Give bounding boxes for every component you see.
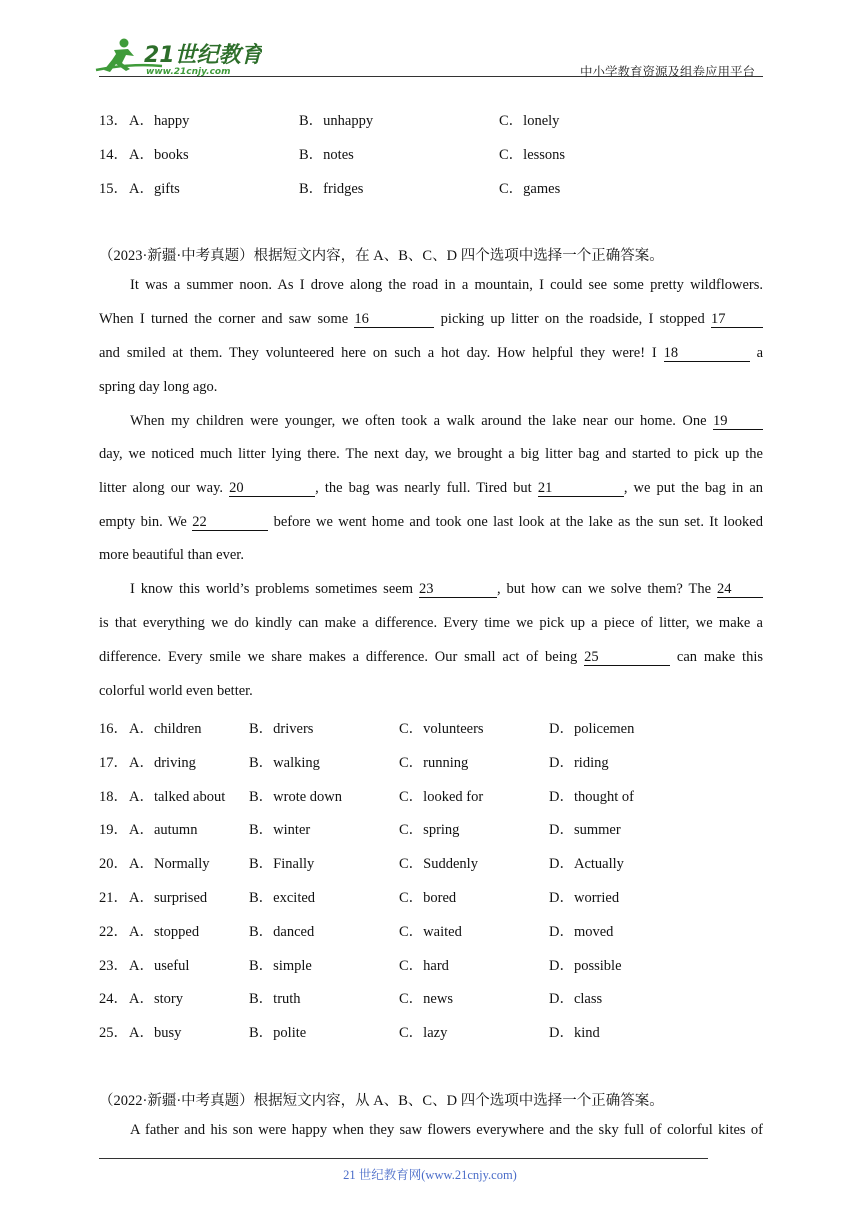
passage-line: spring day long ago. bbox=[99, 379, 218, 395]
option-c[interactable]: C．games bbox=[499, 181, 561, 197]
option-b[interactable]: B．truth bbox=[249, 991, 301, 1008]
option-d[interactable]: D．summer bbox=[549, 822, 621, 839]
option-a[interactable]: A．surprised bbox=[129, 890, 208, 906]
question-number: 13． bbox=[99, 113, 128, 129]
option-d[interactable]: D．policemen bbox=[549, 721, 635, 737]
option-a[interactable]: A．Normally bbox=[129, 856, 210, 873]
blank-22[interactable]: 22 bbox=[192, 515, 268, 531]
option-b[interactable]: B．polite bbox=[249, 1025, 307, 1042]
option-d[interactable]: D．possible bbox=[549, 957, 622, 974]
runner-logo-icon bbox=[92, 36, 262, 80]
passage-text: When I turned the corner and saw some bbox=[99, 311, 349, 327]
header-divider bbox=[99, 76, 763, 77]
option-c[interactable]: C．running bbox=[399, 754, 469, 771]
option-a[interactable]: A．stopped bbox=[129, 923, 200, 940]
question-number: 17． bbox=[99, 754, 128, 771]
option-a[interactable]: A．happy bbox=[129, 113, 190, 129]
question-number: 19． bbox=[99, 822, 128, 839]
passage-text: empty bin. We bbox=[99, 514, 187, 530]
option-b[interactable]: B．danced bbox=[249, 923, 315, 940]
blank-25[interactable]: 25 bbox=[584, 650, 670, 666]
passage-text: I know this world’s problems sometimes seem bbox=[130, 581, 413, 597]
option-a[interactable]: A．busy bbox=[129, 1025, 182, 1042]
question-number: 21． bbox=[99, 890, 128, 906]
question-number: 22． bbox=[99, 923, 128, 940]
passage-line bbox=[130, 582, 763, 598]
blank-19[interactable]: 19 bbox=[713, 414, 763, 430]
option-c[interactable]: C．spring bbox=[399, 822, 460, 839]
option-c[interactable]: C．looked for bbox=[399, 788, 484, 805]
blank-23[interactable]: 23 bbox=[419, 582, 497, 598]
option-c[interactable]: C．volunteers bbox=[399, 721, 484, 737]
logo-url: www.21cnjy.com bbox=[146, 67, 231, 77]
question-number: 24． bbox=[99, 991, 128, 1008]
passage-text: , but how can we solve them? The bbox=[496, 581, 712, 597]
option-b[interactable]: B．Finally bbox=[249, 856, 315, 873]
question-number: 25． bbox=[99, 1025, 128, 1042]
passage-line: A father and his son were happy when they saw flowers everywhere and the sky full of colorful kites of bbox=[130, 1122, 763, 1138]
option-c[interactable]: C．hard bbox=[399, 957, 449, 974]
option-b[interactable]: B．unhappy bbox=[299, 113, 374, 129]
question-number: 15． bbox=[99, 181, 128, 197]
passage-line bbox=[99, 346, 763, 362]
blank-17[interactable]: 17 bbox=[711, 312, 763, 328]
option-d[interactable]: D．moved bbox=[549, 923, 614, 940]
passage-line bbox=[130, 414, 763, 430]
logo-text: 21世纪教育 bbox=[144, 43, 262, 68]
option-b[interactable]: B．excited bbox=[249, 890, 316, 906]
question-number: 23． bbox=[99, 957, 128, 974]
option-d[interactable]: D．riding bbox=[549, 754, 609, 771]
option-c[interactable]: C．Suddenly bbox=[399, 856, 478, 873]
footer-text: 21 世纪教育网(www.21cnjy.com) bbox=[343, 1168, 517, 1182]
passage-text: When my children were younger, we often took a walk around the lake near our home. One bbox=[130, 413, 707, 429]
blank-21[interactable]: 21 bbox=[538, 481, 624, 497]
option-d[interactable]: D．worried bbox=[549, 890, 620, 906]
option-a[interactable]: A．driving bbox=[129, 754, 196, 771]
option-b[interactable]: B．drivers bbox=[249, 721, 314, 737]
option-a[interactable]: A．children bbox=[129, 721, 202, 737]
blank-18[interactable]: 18 bbox=[664, 346, 750, 362]
passage-text: a bbox=[756, 345, 764, 361]
platform-name: 中小学教育资源及组卷应用平台 bbox=[579, 64, 755, 79]
option-b[interactable]: B．fridges bbox=[299, 181, 364, 197]
passage-text: , we put the bag in an bbox=[623, 480, 764, 496]
blank-24[interactable]: 24 bbox=[717, 582, 763, 598]
option-a[interactable]: A．story bbox=[129, 991, 183, 1008]
site-logo bbox=[92, 36, 262, 80]
option-c[interactable]: C．bored bbox=[399, 890, 457, 906]
option-b[interactable]: B．wrote down bbox=[249, 788, 343, 805]
blank-20[interactable]: 20 bbox=[229, 481, 315, 497]
option-a[interactable]: A．talked about bbox=[129, 788, 226, 805]
question-number: 14． bbox=[99, 147, 128, 163]
question-number: 18． bbox=[99, 788, 128, 805]
passage-line bbox=[99, 515, 763, 531]
footer-divider bbox=[99, 1158, 708, 1159]
passage-text: picking up litter on the roadside, I stopped bbox=[440, 311, 705, 327]
option-c[interactable]: C．waited bbox=[399, 923, 462, 940]
option-b[interactable]: B．walking bbox=[249, 754, 320, 771]
passage-line bbox=[99, 312, 763, 328]
option-b[interactable]: B．simple bbox=[249, 957, 312, 974]
blank-16[interactable]: 16 bbox=[354, 312, 434, 328]
option-d[interactable]: D．class bbox=[549, 991, 603, 1008]
option-b[interactable]: B．winter bbox=[249, 822, 311, 839]
section-source-2022: （2022·新疆·中考真题）根据短文内容，从 A、B、C、D 四个选项中选择一个正确答案。 bbox=[99, 1093, 664, 1109]
option-a[interactable]: A．books bbox=[129, 147, 189, 163]
option-d[interactable]: D．kind bbox=[549, 1025, 600, 1042]
passage-text: can make this bbox=[676, 649, 763, 665]
passage-line: more beautiful than ever. bbox=[99, 547, 244, 563]
section-source-2023: （2023·新疆·中考真题）根据短文内容，在 A、B、C、D 四个选项中选择一个正确答案。 bbox=[99, 248, 664, 264]
passage-text: , the bag was nearly full. Tired but bbox=[315, 480, 532, 496]
option-d[interactable]: D．thought of bbox=[549, 788, 634, 805]
option-a[interactable]: A．gifts bbox=[129, 181, 180, 197]
option-d[interactable]: D．Actually bbox=[549, 856, 624, 873]
passage-line: is that everything we do kindly can make a difference. Every time we pick up a piece of litter, we make a bbox=[99, 615, 763, 631]
option-c[interactable]: C．lazy bbox=[399, 1025, 448, 1042]
option-a[interactable]: A．autumn bbox=[129, 822, 198, 839]
passage-text: and smiled at them. They volunteered here on such a hot day. How helpful they were! I bbox=[99, 345, 657, 361]
passage-line: It was a summer noon. As I drove along the road in a mountain, I could see some pretty wildflowers. bbox=[130, 277, 763, 293]
option-c[interactable]: C．lessons bbox=[499, 147, 566, 163]
option-a[interactable]: A．useful bbox=[129, 957, 190, 974]
option-c[interactable]: C．lonely bbox=[499, 113, 560, 129]
passage-text: litter along our way. bbox=[99, 480, 224, 496]
question-number: 16． bbox=[99, 721, 128, 737]
option-b[interactable]: B．notes bbox=[299, 147, 354, 163]
passage-text: difference. Every smile we share makes a difference. Our small act of being bbox=[99, 649, 578, 665]
question-number: 20． bbox=[99, 856, 128, 873]
passage-line: colorful world even better. bbox=[99, 683, 253, 699]
passage-line bbox=[99, 650, 763, 666]
passage-text: before we went home and took one last look at the lake as the sun set. It looked bbox=[273, 514, 763, 530]
passage-line bbox=[99, 481, 763, 497]
option-c[interactable]: C．news bbox=[399, 991, 453, 1008]
passage-line: day, we noticed much litter lying there. The next day, we brought a big litter bag and started to pick up the bbox=[99, 446, 763, 462]
